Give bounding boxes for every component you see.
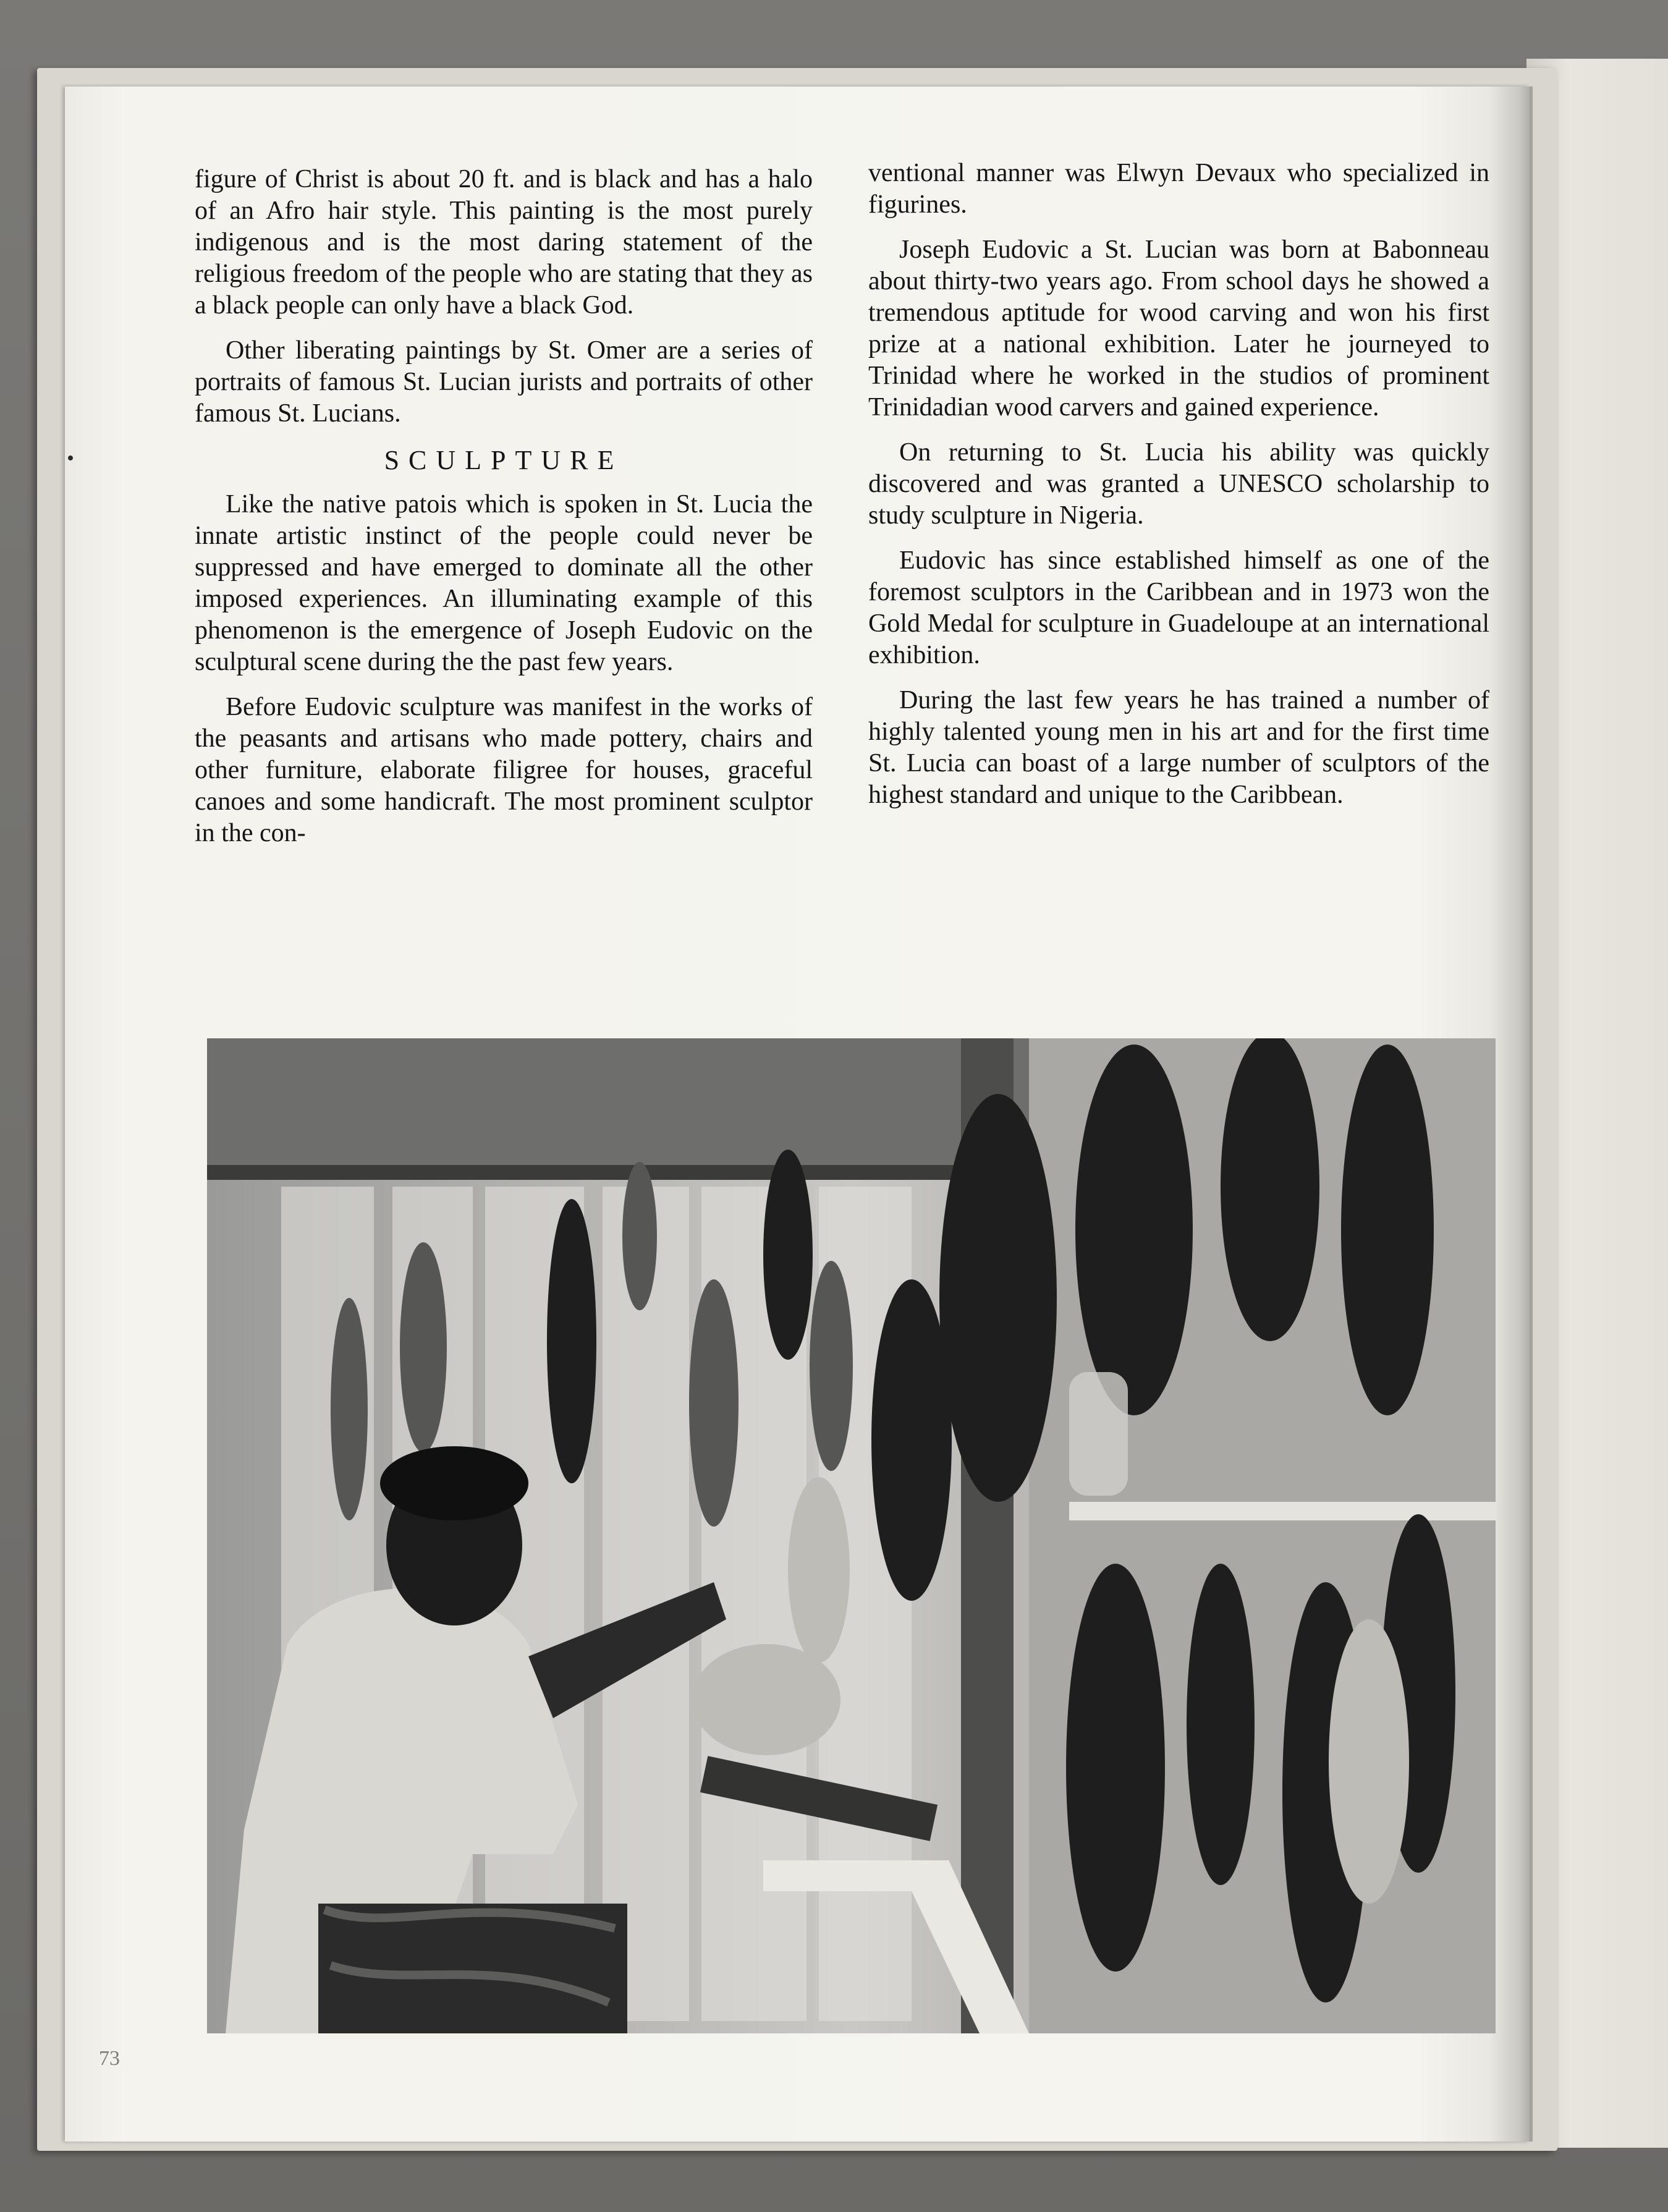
sculptor-photograph [207, 1038, 1496, 2033]
binding-shadow [1489, 87, 1533, 2142]
paragraph: Like the native patois which is spoken in St. Lucia the innate artistic instinct of the people could never be suppressed and have emerged to dominate all the other imposed experiences. An illuminating example of this phenomenon is the emergence of Joseph Eudovic on the sculptural scene during the the past few years. [195, 490, 813, 676]
paragraph: Before Eudovic sculpture was manifest in the works of the peasants and artisans who made pottery, chairs and other furniture, elaborate filigree for houses, graceful canoes and some handicraft. The most prominent sculptor in the con- [195, 693, 813, 847]
paragraph: Joseph Eudovic a St. Lucian was born at Babonneau about thirty-two years ago. From school days he showed a tremendous aptitude for wood carving and won his first prize at a national exhibition. Later he journeyed to Trinidad where he worked in the studios of prominent Trinidadian wood carvers and gained experience. [868, 235, 1489, 422]
right-column [868, 158, 1489, 824]
paragraph: Other liberating paintings by St. Omer are a series of portraits of famous St. Lucian jurists and portraits of other famous St. Lucians. [195, 336, 813, 428]
paragraph: Eudovic has since established himself as one of the foremost sculptors in the Caribbean and in 1973 won the Gold Medal for sculpture in Guadeloupe at an international exhibition. [868, 546, 1489, 669]
paragraph: On returning to St. Lucia his ability was quickly discovered and was granted a UNESCO scholarship to study sculpture in Nigeria. [868, 438, 1489, 530]
left-column [195, 164, 813, 863]
margin-mark [68, 456, 73, 460]
paragraph: ventional manner was Elwyn Devaux who specialized in figurines. [868, 159, 1489, 219]
page-number: 73 [99, 2047, 120, 2070]
paragraph: figure of Christ is about 20 ft. and is black and has a halo of an Afro hair style. This painting is the most purely indigenous and is the most daring statement of the religious freedom of the people who are stating that they as a black people can only have a black God. [195, 165, 813, 320]
section-heading: SCULPTURE [384, 445, 624, 475]
paragraph: During the last few years he has trained a number of highly talented young men in his art and for the first time St. Lucia can boast of a large number of sculptors of the highest standard and unique to the Caribbean. [868, 686, 1489, 809]
